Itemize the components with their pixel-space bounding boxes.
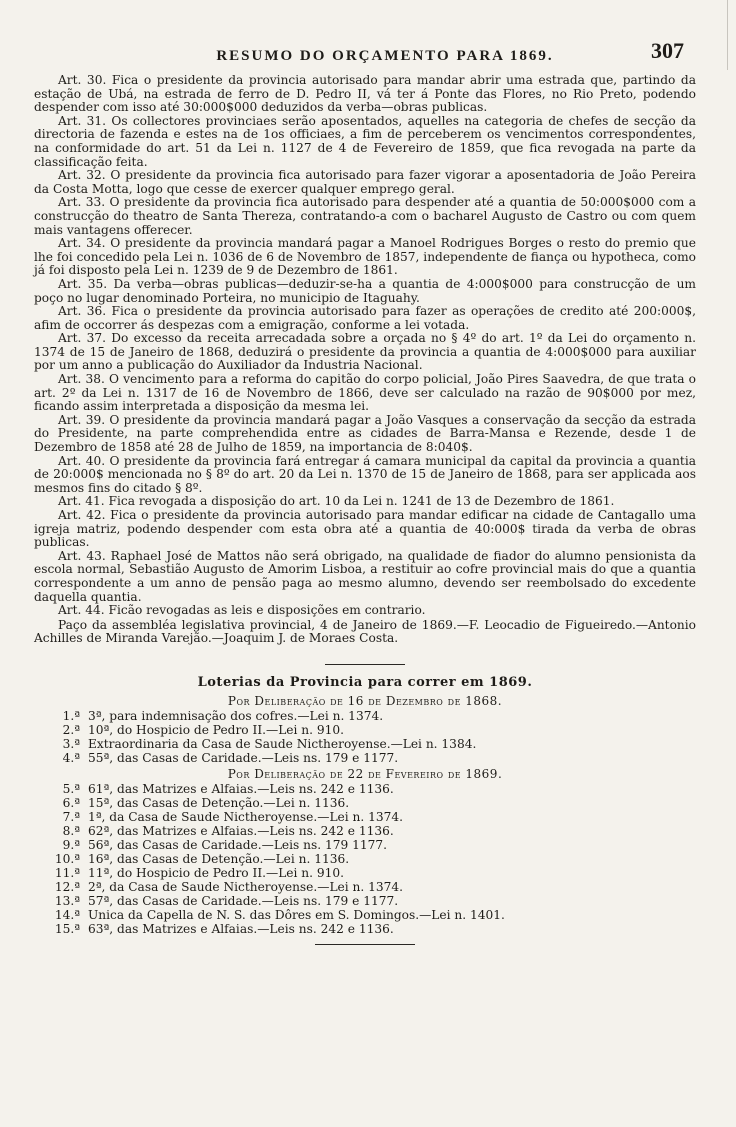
end-rule xyxy=(315,944,415,945)
lotteries-title: Loterias da Provincia para correr em 1869. xyxy=(197,674,533,690)
lottery-number: 9.ª xyxy=(62,837,80,852)
article-30: Art. 30. Fica o presidente da provincia autorisado para mandar abrir uma estrada que, partindo da estação de Ubá, na estrada de ferro de D. Pedro II, vá ter á Ponte das Flores, no Rio Preto, podendo despender com isso até 30:000$000 deduzidos da verba—obras publicas. xyxy=(34,73,696,115)
lottery-number: 15.ª xyxy=(54,921,80,936)
article-31: Art. 31. Os collectores provinciaes serão aposentados, aquelles na categoria de chefes de secção da directoria de fazenda e estes na de 1os officiaes, a fim de perceberem os vencimentos correspondentes, na conformidade do art. 51 da Lei n. 1127 de 4 de Fevereiro de 1859, que fica revogada na parte da classificação feita. xyxy=(34,113,696,169)
lottery-row xyxy=(48,908,696,922)
lottery-description: 16ª, das Casas de Detenção.—Lei n. 1136. xyxy=(88,851,350,866)
lottery-number: 7.ª xyxy=(62,809,80,824)
lottery-number: 14.ª xyxy=(54,907,80,922)
article-33: Art. 33. O presidente da provincia fica autorisado para despender até a quantia de 50:000$000 com a construcção do theatro de Santa Thereza, contratando-a com o bacharel Augusto de Castro ou com quem mais vantagens offerecer. xyxy=(34,195,696,237)
lottery-number: 13.ª xyxy=(54,893,80,908)
deliberation-heading-1: Por Deliberação de 16 de Dezembro de 1868. xyxy=(227,693,503,708)
signature: Paço da assembléa legislativa provincial, 4 de Janeiro de 1869.—F. Leocadio de Figueiredo.—Antonio Achilles de Miranda Varejão.—Joaquim J. de Moraes Costa. xyxy=(34,617,696,646)
lottery-number: 1.ª xyxy=(62,708,80,723)
article-32: Art. 32. O presidente da provincia fica autorisado para fazer vigorar a aposentadoria de João Pereira da Costa Motta, logo que cesse de exercer qualquer emprego geral. xyxy=(34,168,696,196)
article-39: Art. 39. O presidente da provincia mandará pagar a João Vasques a conservação da secção da estrada do Presidente, na parte comprehendida entre as cidades de Barra-Mansa e Rezende, desde 1 de Dezembro de 1858 até 28 de Julho de 1859, na importancia de 8:040$. xyxy=(34,412,696,455)
article-41: Art. 41. Fica revogada a disposição do art. 10 da Lei n. 1241 de 13 de Dezembro de 1861. xyxy=(58,494,615,509)
lottery-number: 11.ª xyxy=(54,865,80,880)
lottery-number: 3.ª xyxy=(62,736,80,751)
lottery-number: 2.ª xyxy=(62,722,80,737)
lottery-description: Extraordinaria da Casa de Saude Nictheroyense.—Lei n. 1384. xyxy=(88,736,477,751)
lottery-description: 11ª, do Hospicio de Pedro II.—Lei n. 910. xyxy=(88,865,345,880)
margin-rule xyxy=(727,0,728,70)
lottery-row xyxy=(48,810,696,824)
lottery-description: Unica da Capella de N. S. das Dôres em S. Domingos.—Lei n. 1401. xyxy=(88,907,505,922)
lottery-row xyxy=(48,824,696,838)
lottery-number: 12.ª xyxy=(54,879,80,894)
lottery-description: 61ª, das Matrizes e Alfaias.—Leis ns. 242 e 1136. xyxy=(88,781,394,796)
article-35: Art. 35. Da verba—obras publicas—deduzir-se-ha a quantia de 4:000$000 para construcção de um poço no lugar denominado Porteira, no municipio de Itaguahy. xyxy=(34,276,696,305)
article-36: Art. 36. Fica o presidente da provincia autorisado para fazer as operações de credito até 200:000$, afim de occorrer ás despezas com a emigração, conforme a lei votada. xyxy=(34,304,696,332)
lottery-number: 4.ª xyxy=(62,750,80,765)
lottery-description: 55ª, das Casas de Caridade.—Leis ns. 179 e 1177. xyxy=(88,750,399,765)
running-title: RESUMO DO ORÇAMENTO PARA 1869. xyxy=(216,48,554,64)
lottery-number: 10.ª xyxy=(54,851,80,866)
lottery-description: 1ª, da Casa de Saude Nictheroyense.—Lei n. 1374. xyxy=(88,809,404,824)
lottery-row xyxy=(48,796,696,810)
lottery-number: 5.ª xyxy=(62,781,80,796)
lottery-description: 15ª, das Casas de Detenção.—Lei n. 1136. xyxy=(88,795,350,810)
article-43: Art. 43. Raphael José de Mattos não será obrigado, na qualidade de fiador do alumno pensionista da escola normal, Sebastião Augusto de Amorim Lisboa, a restituir ao cofre provincial mais do que a quantia correspondente a um anno de pensão paga ao mesmo alumno, devendo ser reembolsado do excedente daquella quantia. xyxy=(34,548,696,604)
lottery-number: 6.ª xyxy=(62,795,80,810)
article-42: Art. 42. Fica o presidente da provincia autorisado para mandar edificar na cidade de Cantagallo uma igreja matriz, podendo despender com esta obra até a quantia de 40:000$ tirada da verba de obras publicas. xyxy=(34,508,696,550)
lottery-description: 57ª, das Casas de Caridade.—Leis ns. 179 e 1177. xyxy=(88,893,399,908)
page-header xyxy=(34,38,696,74)
article-37: Art. 37. Do excesso da receita arrecadada sobre a orçada no § 4º do art. 1º da Lei do orçamento n. 1374 de 15 de Janeiro de 1868, deduzirá o presidente da provincia a quantia de 4:000$000 para auxiliar por um anno a publicação do Auxiliador da Industria Nacional. xyxy=(34,331,696,373)
lottery-description: 3ª, para indemnisação dos cofres.—Lei n. 1374. xyxy=(88,708,384,723)
lottery-description: 63ª, das Matrizes e Alfaias.—Leis ns. 242 e 1136. xyxy=(88,921,394,936)
lottery-row xyxy=(48,922,696,936)
lottery-row xyxy=(48,782,696,796)
page-number: 307 xyxy=(651,38,684,63)
articles-section xyxy=(34,74,696,646)
lottery-row xyxy=(48,737,696,751)
lottery-number: 8.ª xyxy=(62,823,80,838)
lottery-description: 10ª, do Hospicio de Pedro II.—Lei n. 910. xyxy=(88,722,345,737)
lottery-row xyxy=(48,709,696,723)
lottery-description: 62ª, das Matrizes e Alfaias.—Leis ns. 242 e 1136. xyxy=(88,823,394,838)
lottery-row xyxy=(48,880,696,894)
lottery-row xyxy=(48,852,696,866)
lottery-row xyxy=(48,866,696,880)
lottery-description: 2ª, da Casa de Saude Nictheroyense.—Lei n. 1374. xyxy=(88,879,404,894)
lottery-list-1 xyxy=(34,709,696,765)
section-divider xyxy=(325,664,405,665)
article-44: Art. 44. Ficão revogadas as leis e disposições em contrario. xyxy=(58,603,426,618)
lottery-row xyxy=(48,723,696,737)
lottery-description: 56ª, das Casas de Caridade.—Leis ns. 179 1177. xyxy=(88,837,388,852)
lottery-row xyxy=(48,751,696,765)
article-38: Art. 38. O vencimento para a reforma do capitão do corpo policial, João Pires Saavedra, de que trata o art. 2º da Lei n. 1317 de 16 de Novembro de 1866, deve ser calculado na razão de 90$000 por mez, ficando assim interpretada a disposição da mesma lei. xyxy=(34,372,696,414)
article-34: Art. 34. O presidente da provincia mandará pagar a Manoel Rodrigues Borges o resto do premio que lhe foi concedido pela Lei n. 1036 de 6 de Novembro de 1857, independente de fiança ou hypotheca, como já foi disposto pela Lei n. 1239 de 9 de Dezembro de 1861. xyxy=(34,236,696,278)
article-40: Art. 40. O presidente da provincia fará entregar á camara municipal da capital da provincia a quantia de 20:000$ mencionada no § 8º do art. 20 da Lei n. 1370 de 15 de Janeiro de 1868, para ser applicada aos mesmos fins do citado § 8º. xyxy=(34,453,696,495)
lottery-list-2 xyxy=(34,782,696,936)
lottery-row xyxy=(48,838,696,852)
lottery-row xyxy=(48,894,696,908)
deliberation-heading-2: Por Deliberação de 22 de Fevereiro de 1869. xyxy=(227,766,503,781)
